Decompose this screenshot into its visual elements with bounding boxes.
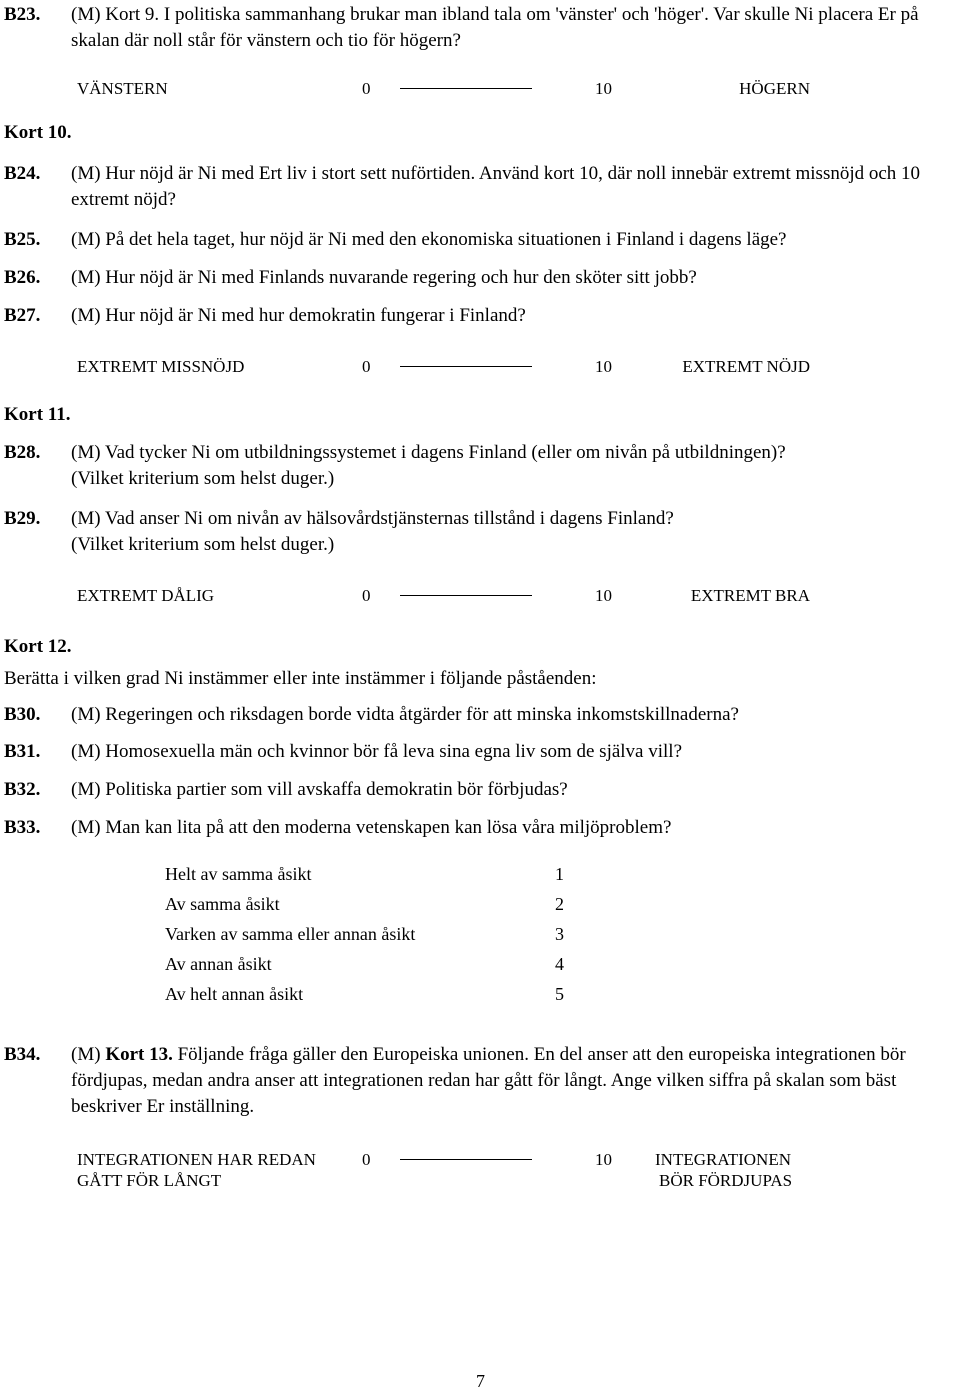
scale-quality (77, 586, 810, 606)
question-b33: (M) Man kan lita på att den moderna vetenskapen kan lösa våra miljöproblem? (71, 817, 672, 838)
scale-ten: 10 (595, 586, 612, 605)
question-b28-line2: (Vilket kriterium som helst duger.) (71, 468, 335, 489)
scale-ten: 10 (595, 1150, 612, 1169)
question-number-b28: B28. (4, 442, 41, 463)
scale-line (400, 366, 532, 367)
question-b34-prefix: (M) (71, 1044, 106, 1065)
question-b32: (M) Politiska partier som vill avskaffa demokratin bör förbjudas? (71, 779, 568, 800)
question-number-b31: B31. (4, 741, 41, 762)
scale-left-label: VÄNSTERN (77, 79, 168, 98)
scale-zero: 0 (362, 586, 371, 605)
question-number-b32: B32. (4, 779, 41, 800)
scale-line (400, 88, 532, 89)
scale-zero: 0 (362, 1150, 371, 1169)
response-value: 2 (555, 894, 564, 914)
question-number-b23: B23. (4, 4, 41, 25)
scale-left-right (77, 79, 810, 99)
kort-10-heading: Kort 10. (4, 122, 72, 143)
kort-11-heading: Kort 11. (4, 404, 71, 425)
kort-12-heading: Kort 12. (4, 636, 72, 657)
response-value: 5 (555, 984, 564, 1004)
question-b29-line2: (Vilket kriterium som helst duger.) (71, 534, 335, 555)
question-number-b34: B34. (4, 1044, 41, 1065)
scale-left-label-line1: INTEGRATIONEN HAR REDAN (77, 1150, 316, 1169)
scale-right-label-line2: BÖR FÖRDJUPAS (659, 1171, 793, 1190)
question-b34-text: Följande fråga gäller den Europeiska unionen. En del anser att den europeiska integrationen bör fördjupas, medan andra anser att integrationen redan har gått för långt. Ange vilken siffra på skalan som bäst beskriver Er inställning. (71, 1044, 906, 1117)
page-number: 7 (476, 1371, 485, 1391)
scale-eu-integration (77, 1150, 810, 1194)
kort-12-intro: Berätta i vilken grad Ni instämmer eller inte instämmer i följande påståenden: (4, 668, 597, 689)
question-b29-line1: (M) Vad anser Ni om nivån av hälsovårdstjänsternas tillstånd i dagens Finland? (71, 508, 674, 529)
question-b25: (M) På det hela taget, hur nöjd är Ni med den ekonomiska situationen i Finland i dagens läge? (71, 229, 787, 250)
question-number-b27: B27. (4, 305, 41, 326)
scale-right-label-line1: INTEGRATIONEN (655, 1150, 791, 1169)
question-b31: (M) Homosexuella män och kvinnor bör få leva sina egna liv som de själva vill? (71, 741, 683, 762)
question-number-b24: B24. (4, 163, 41, 184)
question-b24: (M) Hur nöjd är Ni med Ert liv i stort sett nuförtiden. Använd kort 10, där noll innebär extremt missnöjd och 10 extremt nöjd? (71, 163, 921, 210)
scale-zero: 0 (362, 357, 371, 376)
question-number-b26: B26. (4, 267, 41, 288)
response-label: Av samma åsikt (165, 894, 280, 914)
question-b34 (71, 1042, 921, 1120)
scale-ten: 10 (595, 357, 612, 376)
scale-satisfaction (77, 357, 810, 377)
scale-ten: 10 (595, 79, 612, 98)
response-label: Av helt annan åsikt (165, 984, 304, 1004)
response-value: 3 (555, 924, 564, 944)
question-b27: (M) Hur nöjd är Ni med hur demokratin fungerar i Finland? (71, 305, 526, 326)
question-b30: (M) Regeringen och riksdagen borde vidta åtgärder för att minska inkomstskillnaderna? (71, 704, 739, 725)
scale-line (400, 1159, 532, 1160)
scale-zero: 0 (362, 79, 371, 98)
response-label: Helt av samma åsikt (165, 864, 312, 884)
response-label: Varken av samma eller annan åsikt (165, 924, 416, 944)
question-b28-line1: (M) Vad tycker Ni om utbildningssystemet i dagens Finland (eller om nivån på utbildningen)? (71, 442, 786, 463)
response-value: 1 (555, 864, 564, 884)
question-number-b29: B29. (4, 508, 41, 529)
question-number-b30: B30. (4, 704, 41, 725)
scale-right-label: HÖGERN (739, 79, 810, 98)
question-b26: (M) Hur nöjd är Ni med Finlands nuvarande regering och hur den sköter sitt jobb? (71, 267, 697, 288)
scale-line (400, 595, 532, 596)
question-b34-kort: Kort 13. (105, 1044, 173, 1065)
question-number-b25: B25. (4, 229, 41, 250)
scale-left-label: EXTREMT MISSNÖJD (77, 357, 245, 376)
question-b29 (71, 506, 951, 558)
response-value: 4 (555, 954, 564, 974)
scale-right-label: EXTREMT NÖJD (682, 357, 810, 376)
scale-right-label: EXTREMT BRA (690, 586, 810, 605)
question-b28 (71, 440, 951, 492)
question-number-b33: B33. (4, 817, 41, 838)
question-b23: (M) Kort 9. I politiska sammanhang brukar man ibland tala om 'vänster' och 'höger'. Var skulle Ni placera Er på skalan där noll står för vänstern och tio för högern? (71, 4, 919, 51)
scale-left-label: EXTREMT DÅLIG (77, 586, 215, 605)
response-label: Av annan åsikt (165, 954, 272, 974)
scale-left-label-line2: GÅTT FÖR LÅNGT (77, 1171, 222, 1190)
